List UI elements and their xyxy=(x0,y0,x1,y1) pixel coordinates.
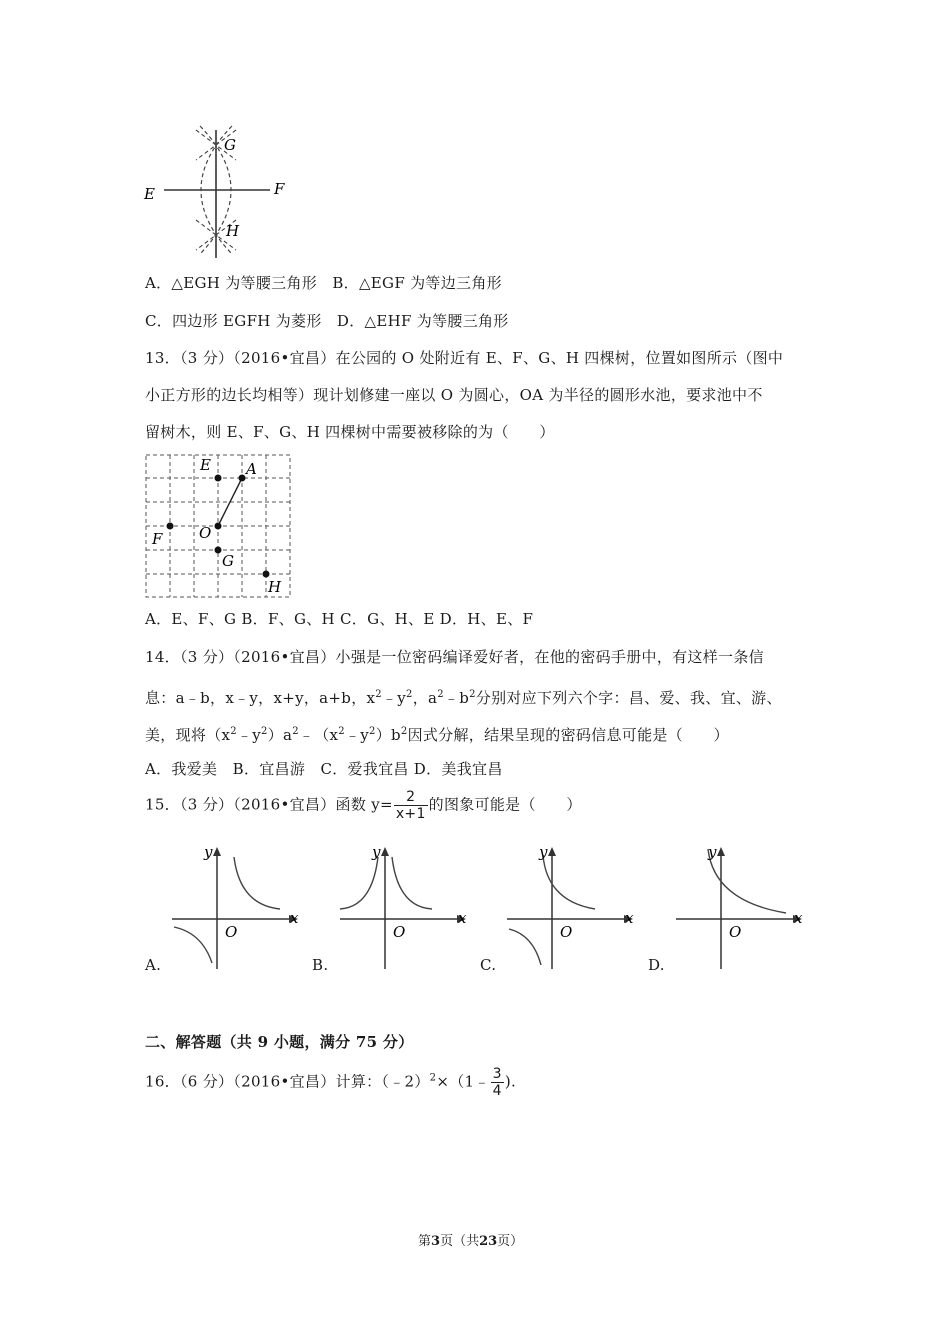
q16-prefix: 16．（6 分）（2016•宜昌）计算：（﹣2） xyxy=(145,1072,430,1091)
q14-sup: 2 xyxy=(230,726,237,737)
q13-label-a: A xyxy=(246,460,257,478)
q13-point-g xyxy=(215,547,222,554)
footer-page-number: 3 xyxy=(431,1234,441,1249)
q14-line2-d: ﹣b xyxy=(443,689,470,707)
q15-suffix: 的图象可能是（ ） xyxy=(428,795,582,814)
q12-figure xyxy=(140,120,290,265)
q14-line3-a: 美，现将（x xyxy=(145,726,231,744)
q14-line3 xyxy=(145,722,729,745)
q13-label-h: H xyxy=(268,578,282,596)
q15-graph-c-y: y xyxy=(539,843,548,861)
q13-label-o: O xyxy=(199,524,212,542)
q14-sup: 2 xyxy=(406,689,413,700)
q13-point-o xyxy=(215,523,222,530)
q15-graph-b xyxy=(336,843,471,973)
q12-label-g: G xyxy=(224,136,236,154)
q14-line2-e: 分别对应下列六个字：昌、爱、我、宜、游、 xyxy=(475,689,782,707)
q14-line3-c: ）a xyxy=(267,726,293,744)
footer-pre: 第 xyxy=(418,1234,432,1249)
q13-label-f: F xyxy=(152,530,163,548)
q16-stem xyxy=(145,1066,516,1099)
q16-suffix: ). xyxy=(504,1072,517,1091)
q15-option-c: C. xyxy=(480,956,497,974)
q16-sup: 2 xyxy=(429,1072,437,1084)
q14-sup: 2 xyxy=(400,726,408,737)
q13-point-e xyxy=(215,475,222,482)
q14-sup: 2 xyxy=(375,689,382,700)
q15-stem xyxy=(145,789,582,822)
q15-graph-c-o: O xyxy=(560,923,573,941)
q12-label-f: F xyxy=(274,180,285,198)
q15-graph-a xyxy=(168,843,303,973)
q15-graph-d xyxy=(672,843,807,973)
q14-sup: 2 xyxy=(437,689,444,700)
q13-point-h xyxy=(263,571,270,578)
q14-line2-c: ，a xyxy=(412,689,438,707)
q15-graph-a-o: O xyxy=(225,923,238,941)
q13-options: A．E、F、G B．F、G、H C．G、H、E D．H、E、F xyxy=(145,610,534,628)
q12-label-h: H xyxy=(226,222,240,240)
q13-point-a xyxy=(239,475,246,482)
q15-prefix: 15．（3 分）（2016•宜昌）函数 y= xyxy=(145,795,393,814)
q14-line2-b: ﹣y xyxy=(381,689,407,707)
q14-sup: 2 xyxy=(469,689,476,700)
q14-sup: 2 xyxy=(261,726,268,737)
q13-line2: 小正方形的边长均相等）现计划修建一座以 O 为圆心，OA 为半径的圆形水池，要求池中不 xyxy=(145,386,763,404)
q15-graph-a-y: y xyxy=(204,843,213,861)
footer-mid: 页（共 xyxy=(440,1234,480,1249)
q16-frac-den: 4 xyxy=(492,1083,502,1099)
q13-point-f xyxy=(167,523,174,530)
q15-graph-c xyxy=(503,843,638,973)
q15-graph-b-o: O xyxy=(393,923,406,941)
q14-sup: 2 xyxy=(338,726,345,737)
q13-label-g: G xyxy=(222,552,234,570)
q15-option-a: A. xyxy=(145,956,162,974)
q13-label-e: E xyxy=(200,456,211,474)
footer-post: 页） xyxy=(497,1234,524,1249)
q13-line1: 13．（3 分）（2016•宜昌）在公园的 O 处附近有 E、F、G、H 四棵树，位置如图所示（图中 xyxy=(145,349,784,367)
q16-frac-num: 3 xyxy=(492,1066,502,1082)
q14-line3-d: ﹣（x xyxy=(298,726,339,744)
q14-options: A．我爱美 B．宜昌游 C．爱我宜昌 D．美我宜昌 xyxy=(145,760,503,778)
q15-fraction xyxy=(394,789,428,822)
q14-line1: 14．（3 分）（2016•宜昌）小强是一位密码编译爱好者，在他的密码手册中，有这样一条信 xyxy=(145,648,764,666)
q15-graph-d-o: O xyxy=(729,923,742,941)
q12-options-row1: A．△EGH 为等腰三角形 B．△EGF 为等边三角形 xyxy=(145,274,502,292)
q15-graph-b-y: y xyxy=(372,843,381,861)
q15-graph-a-x: x xyxy=(290,909,299,927)
q16-middle: ×（1﹣ xyxy=(436,1072,490,1091)
q14-sup: 2 xyxy=(292,726,299,737)
q14-line3-e: ﹣y xyxy=(344,726,370,744)
q14-sup: 2 xyxy=(369,726,376,737)
q14-line2 xyxy=(145,685,782,708)
q12-options-row2: C．四边形 EGFH 为菱形 D．△EHF 为等腰三角形 xyxy=(145,312,509,330)
q16-fraction xyxy=(491,1066,504,1099)
q12-label-e: E xyxy=(144,185,155,203)
q15-option-d: D. xyxy=(648,956,665,974)
q15-graph-b-x: x xyxy=(458,909,467,927)
q13-grid-figure xyxy=(142,452,294,600)
q15-graph-c-x: x xyxy=(625,909,634,927)
page-footer xyxy=(418,1230,523,1249)
q15-frac-num: 2 xyxy=(394,789,428,806)
q15-frac-den: x+1 xyxy=(395,806,426,822)
footer-total-pages: 23 xyxy=(479,1234,498,1249)
q15-graph-d-x: x xyxy=(794,909,803,927)
q13-line3: 留树木，则 E、F、G、H 四棵树中需要被移除的为（ ） xyxy=(145,423,555,441)
q14-line3-f: ）b xyxy=(375,726,401,744)
q15-option-b: B. xyxy=(312,956,329,974)
q14-line2-a: 息：a﹣b，x﹣y，x+y，a+b，x xyxy=(145,689,376,707)
q15-graph-d-y: y xyxy=(708,843,717,861)
section2-heading: 二、解答题（共 9 小题，满分 75 分） xyxy=(145,1033,414,1051)
q14-line3-b: ﹣y xyxy=(236,726,262,744)
q14-line3-g: 因式分解，结果呈现的密码信息可能是（ ） xyxy=(407,726,729,744)
